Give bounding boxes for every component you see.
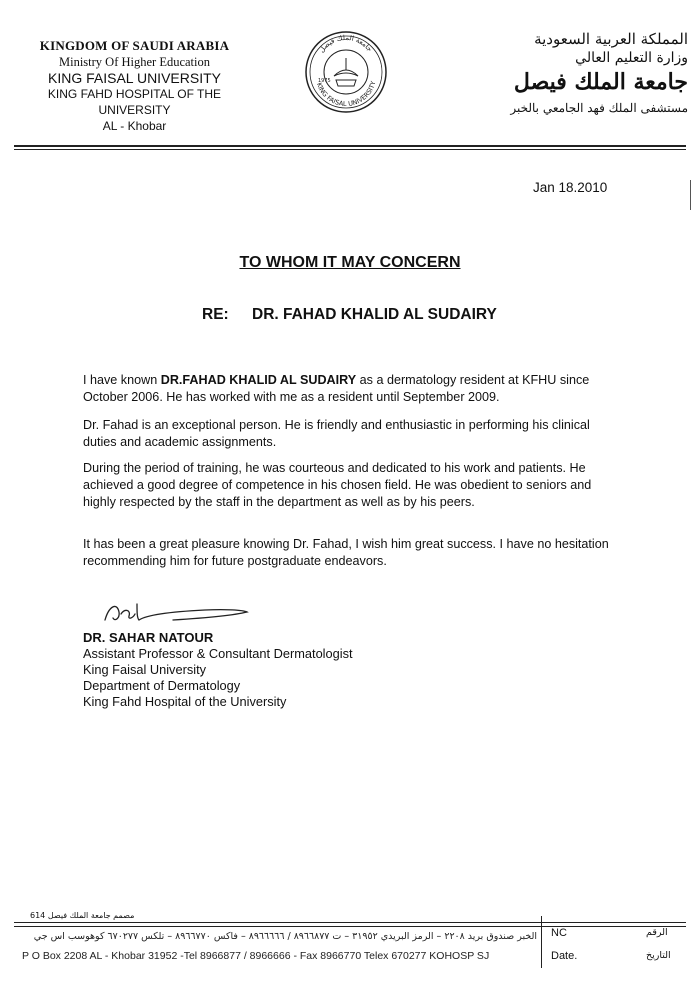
paragraph-1-name: DR.FAHAD KHALID AL SUDAIRY	[160, 373, 357, 387]
seal-text: KING FAISAL UNIVERSITY	[314, 80, 378, 109]
footer-nc-arabic: الرقم	[646, 927, 668, 938]
re-label: RE:	[202, 306, 229, 323]
signatory-name: DR. SAHAR NATOUR	[83, 630, 214, 645]
letterhead-english	[22, 38, 247, 134]
letterhead-hospital: KING FAHD HOSPITAL OF THE UNIVERSITY	[47, 87, 222, 117]
letterhead-ar-ministry: وزارة التعليم العالي	[575, 50, 688, 66]
letterhead-university: KING FAISAL UNIVERSITY	[48, 70, 221, 86]
paragraph-1-rest: as a dermatology resident at KFHU since October 2006. He has worked with me as a resident until September 2009.	[83, 373, 590, 404]
footer-address-arabic: الخبر صندوق بريد ٢٢٠٨ – الرمز البريدي ٣١٩٥٢ – ت ٨٩٦٦٨٧٧ / ٨٩٦٦٦٦٦ – فاكس ٨٩٦٦٧٧٠ – تلكس ٦٧٠٢٧٧ كوهوسب اس جي	[33, 931, 537, 942]
footer-date-label: Date.	[551, 950, 578, 962]
letterhead-kingdom: KINGDOM OF SAUDI ARABIA	[39, 38, 230, 53]
letterhead-arabic	[483, 30, 688, 116]
letterhead-ar-kingdom: المملكة العربية السعودية	[534, 30, 688, 48]
footer-date-arabic: التاريخ	[646, 950, 671, 961]
paragraph-3: During the period of training, he was courteous and dedicated to his work and patients. He achieved a good degree of competence in his chosen field. He was obedient to seniors and highly respected by the staff in the department as well as by his peers.	[83, 461, 592, 509]
seal-arabic-text: جامعة الملك فيصل	[317, 33, 374, 55]
signatory-title: Assistant Professor & Consultant Dermatologist	[83, 646, 353, 661]
footer-address-english: P O Box 2208 AL - Khobar 31952 -Tel 8966877 / 8966666 - Fax 8966770 Telex 670277 KOHOSP SJ	[22, 950, 490, 962]
signatory-org-hospital: King Fahd Hospital of the University	[83, 694, 287, 709]
footer-designer-note	[30, 911, 134, 920]
footer-rule-thick	[14, 926, 686, 927]
signatory-org-department: Department of Dermatology	[83, 678, 241, 693]
letter-heading: TO WHOM IT MAY CONCERN	[239, 254, 461, 271]
letterhead-ar-university: جامعة الملك فيصل	[513, 69, 688, 95]
letterhead-ar-hospital: مستشفى الملك فهد الجامعي بالخبر	[510, 101, 688, 115]
paragraph-1	[83, 372, 613, 406]
footer-designer-text: مصمم جامعة الملك فيصل	[47, 911, 135, 920]
paragraph-4: It has been a great pleasure knowing Dr. Fahad, I wish him great success. I have no hesitation recommending him for future postgraduate endeavors.	[83, 537, 609, 568]
footer-divider	[541, 916, 542, 968]
paragraph-1-lead: I have known	[83, 373, 161, 387]
header-rule	[14, 145, 686, 147]
footer-nc-label: NC	[551, 927, 567, 939]
footer-rule	[14, 922, 686, 923]
signatory-org-university: King Faisal University	[83, 662, 207, 677]
footer-form-number: 614	[30, 911, 46, 920]
header-rule-thin	[14, 149, 686, 150]
re-subject-name: DR. FAHAD KHALID AL SUDAIRY	[252, 306, 497, 323]
university-seal	[304, 30, 388, 114]
letter-date: Jan 18.2010	[533, 180, 608, 195]
margin-mark	[690, 180, 691, 210]
paragraph-2: Dr. Fahad is an exceptional person. He is friendly and enthusiastic in performing his clinical duties and academic assignments.	[83, 418, 590, 449]
signatory-block	[83, 630, 353, 710]
handwritten-signature	[95, 598, 255, 626]
letterhead-city: AL - Khobar	[102, 119, 167, 133]
letterhead-ministry: Ministry Of Higher Education	[58, 55, 210, 69]
seal-year: 1975	[318, 78, 331, 84]
